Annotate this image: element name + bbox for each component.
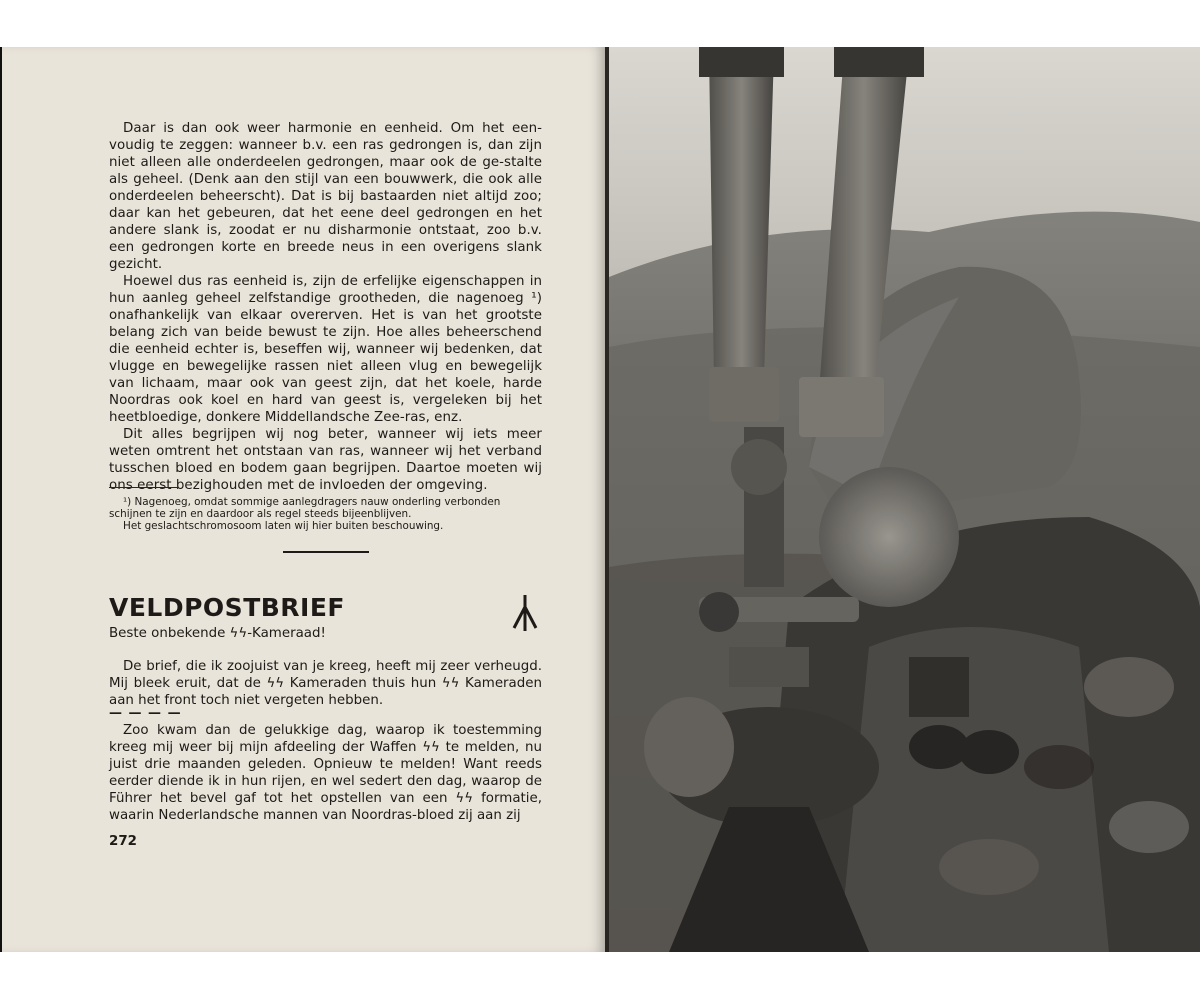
left-page bbox=[2, 47, 605, 952]
paragraph: Daar is dan ook weer harmonie en eenheid. Om het een-voudig te zeggen: wanneer b.v. een ras gedrongen is, dan zijn niet alleen alle onderdeelen gedrongen, maar ook de ge-stalte als geheel. (Denk aan den stijl van een bouwwerk, die ook alle onderdeelen beheerscht). Dat is bij bastaarden niet altijd zoo; daar kan het gebeuren, dat het eene deel gedrongen en het andere slank is, zoodat er nu disharmonie ontstaat, zoo b.v. een gedrongen korte en breede neus in een overigens slank gezicht. bbox=[109, 121, 542, 272]
book-spread bbox=[0, 47, 1200, 952]
footnote-divider bbox=[109, 487, 177, 488]
paragraph: Dit alles begrijpen wij nog beter, wanneer wij iets meer weten omtrent het ontstaan van ras, wanneer wij het verband tusschen bloed en bodem gaan begrijpen. Daartoe moeten wij ons eerst bezighouden met de invloeden der omgeving. bbox=[109, 427, 542, 493]
right-page bbox=[609, 47, 1200, 952]
letter-paragraph: Zoo kwam dan de gelukkige dag, waarop ik toestemming kreeg mij weer bij mijn afdeeling der Waffen ϟϟ te melden, nu juist drie maanden geleden. Opnieuw te melden! Want reeds eerder diende ik in hun rijen, en wel sedert den dag, waarop de Führer het bevel gaf tot het opstellen van een ϟϟ formatie, waarin Nederlandsche mannen van Noordras-bloed zij aan zij bbox=[109, 723, 542, 823]
body-text bbox=[109, 120, 542, 494]
section-divider bbox=[283, 551, 369, 553]
section-heading: VELDPOSTBRIEF bbox=[109, 593, 346, 622]
footnote-text: ¹) Nagenoeg, omdat sommige aanlegdragers nauw onderling verbonden schijnen te zijn en daardoor als regel steeds bijeenblijven. bbox=[109, 496, 501, 520]
tyr-rune-icon bbox=[511, 592, 539, 632]
letter-salutation: Beste onbekende ϟϟ-Kameraad! bbox=[109, 626, 326, 641]
dash-separator: — — — — bbox=[109, 706, 182, 721]
paragraph: Hoewel dus ras eenheid is, zijn de erfelijke eigenschappen in hun aanleg geheel zelfstandige grootheden, die nagenoeg ¹) onafhankelijk van elkaar overerven. Het is van het grootste belang zich van beide bewust te zijn. Hoe alles beheerschend die eenheid echter is, beseffen wij, wanneer wij bedenken, dat vlugge en bewegelijke rassen niet alleen vlug en bewegelijk van lichaam, maar ook van geest zijn, dat het koele, harde Noordras ook koel en hard van geest is, vergeleken bij het heetbloedige, donkere Middellandsche Zee-ras, enz. bbox=[109, 274, 542, 425]
page-number: 272 bbox=[109, 834, 137, 849]
letter-paragraph: De brief, die ik zoojuist van je kreeg, heeft mij zeer verheugd. Mij bleek eruit, dat de ϟϟ Kameraden thuis hun ϟϟ Kameraden aan het front toch niet vergeten hebben. bbox=[109, 659, 542, 708]
footnote bbox=[109, 496, 545, 532]
soldier-with-binocular-periscope-photo bbox=[609, 47, 1200, 952]
footnote-text: Het geslachtschromosoom laten wij hier buiten beschouwing. bbox=[123, 520, 444, 532]
